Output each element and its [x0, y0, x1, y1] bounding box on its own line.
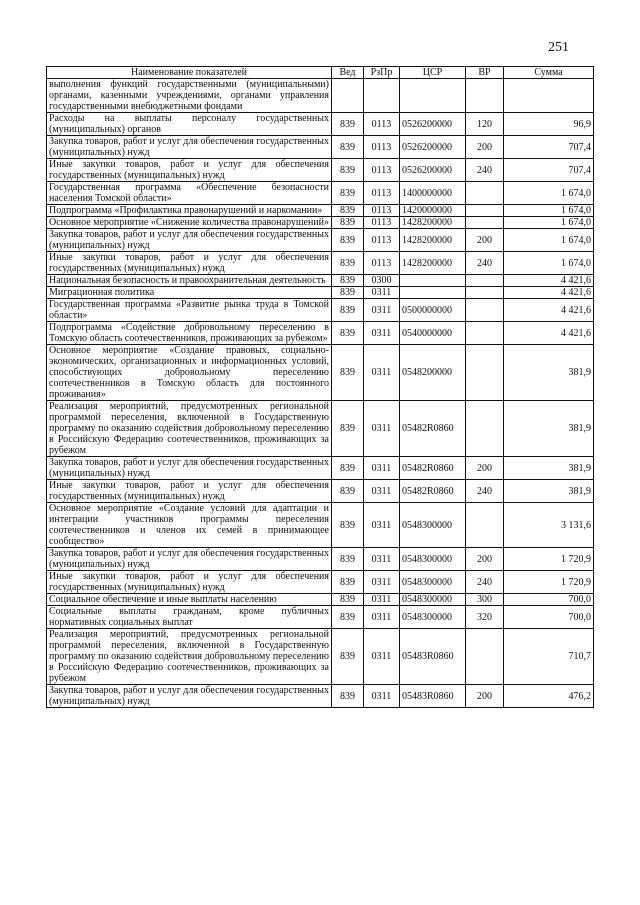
table-row	[47, 252, 594, 275]
cell-name: Реализация мероприятий, предусмотренных региональной программой переселения, включенной в Государственную программу по оказанию содействия добровольному переселению в Российскую Федерацию соотечественников, проживающих за рубежом	[47, 629, 332, 685]
cell-sum: 381,9	[504, 480, 594, 503]
cell-rzpr: 0300	[364, 275, 400, 287]
cell-vr: 240	[466, 571, 504, 594]
cell-sum: 381,9	[504, 457, 594, 480]
cell-sum: 476,2	[504, 685, 594, 708]
cell-vr: 240	[466, 480, 504, 503]
cell-ved: 839	[332, 548, 364, 571]
cell-ved: 839	[332, 217, 364, 229]
cell-name: Закупка товаров, работ и услуг для обеспечения государственных (муниципальных) нужд	[47, 457, 332, 480]
cell-ved: 839	[332, 480, 364, 503]
cell-ved: 839	[332, 275, 364, 287]
cell-csr: 05483R0860	[400, 685, 466, 708]
cell-rzpr: 0311	[364, 457, 400, 480]
cell-rzpr: 0311	[364, 594, 400, 606]
cell-vr: 200	[466, 229, 504, 252]
cell-rzpr: 0311	[364, 480, 400, 503]
cell-sum: 710,7	[504, 629, 594, 685]
cell-csr	[400, 275, 466, 287]
cell-ved: 839	[332, 685, 364, 708]
cell-vr	[466, 322, 504, 345]
table-row	[47, 182, 594, 205]
cell-name: Подпрограмма «Содействие добровольному переселению в Томскую область соотечественников, проживающих за рубежом»	[47, 322, 332, 345]
cell-rzpr: 0113	[364, 252, 400, 275]
cell-ved: 839	[332, 287, 364, 299]
cell-vr: 200	[466, 685, 504, 708]
cell-vr	[466, 287, 504, 299]
cell-name: Расходы на выплаты персоналу государственных (муниципальных) органов	[47, 113, 332, 136]
cell-rzpr: 0311	[364, 322, 400, 345]
cell-ved	[332, 79, 364, 113]
cell-csr: 05482R0860	[400, 457, 466, 480]
cell-csr: 1428200000	[400, 229, 466, 252]
cell-ved: 839	[332, 345, 364, 401]
cell-csr: 05483R0860	[400, 629, 466, 685]
budget-table	[46, 66, 594, 708]
cell-vr: 200	[466, 457, 504, 480]
table-header-row	[47, 67, 594, 79]
cell-name: Подпрограмма «Профилактика правонарушений и наркомании»	[47, 205, 332, 217]
cell-rzpr: 0311	[364, 629, 400, 685]
cell-name: Закупка товаров, работ и услуг для обеспечения государственных (муниципальных) нужд	[47, 685, 332, 708]
cell-name: Иные закупки товаров, работ и услуг для обеспечения государственных (муниципальных) нужд	[47, 480, 332, 503]
cell-name: Национальная безопасность и правоохранительная деятельность	[47, 275, 332, 287]
header-ved: Вед	[332, 67, 364, 79]
cell-name: Основное мероприятие «Создание условий для адаптации и интеграции участников программы переселения соотечественников и членов их семей в принимающее сообщество»	[47, 503, 332, 548]
header-csr: ЦСР	[400, 67, 466, 79]
cell-rzpr: 0113	[364, 159, 400, 182]
cell-rzpr: 0113	[364, 182, 400, 205]
cell-sum: 1 720,9	[504, 548, 594, 571]
cell-sum: 1 674,0	[504, 229, 594, 252]
table-row	[47, 205, 594, 217]
cell-rzpr: 0311	[364, 299, 400, 322]
cell-sum: 1 674,0	[504, 205, 594, 217]
page-number: 251	[548, 40, 569, 55]
cell-ved: 839	[332, 252, 364, 275]
cell-name: Основное мероприятие «Создание правовых, социально-экономических, организационных и информационных условий, способствующих добровольному переселению соотечественников в Томскую область для постоянного проживания»	[47, 345, 332, 401]
cell-vr: 320	[466, 606, 504, 629]
cell-sum	[504, 79, 594, 113]
table-row	[47, 113, 594, 136]
cell-sum: 96,9	[504, 113, 594, 136]
cell-ved: 839	[332, 113, 364, 136]
cell-ved: 839	[332, 229, 364, 252]
cell-rzpr: 0311	[364, 287, 400, 299]
cell-ved: 839	[332, 629, 364, 685]
cell-sum: 381,9	[504, 345, 594, 401]
cell-sum: 700,0	[504, 594, 594, 606]
cell-rzpr: 0113	[364, 229, 400, 252]
cell-name: Основное мероприятие «Снижение количества правонарушений»	[47, 217, 332, 229]
cell-name: Закупка товаров, работ и услуг для обеспечения государственных (муниципальных) нужд	[47, 548, 332, 571]
cell-csr: 1400000000	[400, 182, 466, 205]
cell-name: Иные закупки товаров, работ и услуг для обеспечения государственных (муниципальных) нужд	[47, 252, 332, 275]
cell-name: Социальные выплаты гражданам, кроме публичных нормативных социальных выплат	[47, 606, 332, 629]
header-name: Наименование показателей	[47, 67, 332, 79]
cell-ved: 839	[332, 401, 364, 457]
table-row	[47, 457, 594, 480]
cell-vr	[466, 275, 504, 287]
cell-vr: 200	[466, 136, 504, 159]
cell-vr	[466, 217, 504, 229]
cell-name: Социальное обеспечение и иные выплаты населению	[47, 594, 332, 606]
cell-csr: 1428200000	[400, 217, 466, 229]
cell-sum: 700,0	[504, 606, 594, 629]
cell-sum: 4 421,6	[504, 275, 594, 287]
cell-vr	[466, 299, 504, 322]
cell-ved: 839	[332, 594, 364, 606]
cell-name: Государственная программа «Обеспечение безопасности населения Томской области»	[47, 182, 332, 205]
cell-vr	[466, 345, 504, 401]
table-row	[47, 345, 594, 401]
header-rzpr: РзПр	[364, 67, 400, 79]
cell-csr: 0500000000	[400, 299, 466, 322]
cell-sum: 707,4	[504, 136, 594, 159]
cell-vr	[466, 503, 504, 548]
cell-rzpr: 0311	[364, 685, 400, 708]
cell-rzpr: 0311	[364, 503, 400, 548]
cell-ved: 839	[332, 571, 364, 594]
cell-csr: 1428200000	[400, 252, 466, 275]
cell-name: Миграционная политика	[47, 287, 332, 299]
cell-rzpr: 0311	[364, 606, 400, 629]
table-row	[47, 685, 594, 708]
cell-ved: 839	[332, 182, 364, 205]
cell-csr: 0548300000	[400, 594, 466, 606]
table-row	[47, 287, 594, 299]
cell-ved: 839	[332, 503, 364, 548]
cell-csr: 1420000000	[400, 205, 466, 217]
cell-ved: 839	[332, 205, 364, 217]
table-row	[47, 503, 594, 548]
table-row	[47, 275, 594, 287]
cell-vr: 240	[466, 252, 504, 275]
cell-csr: 05482R0860	[400, 401, 466, 457]
cell-rzpr: 0113	[364, 136, 400, 159]
cell-vr: 240	[466, 159, 504, 182]
table-row	[47, 229, 594, 252]
cell-csr: 0526200000	[400, 113, 466, 136]
cell-name: Закупка товаров, работ и услуг для обеспечения государственных (муниципальных) нужд	[47, 229, 332, 252]
cell-vr	[466, 205, 504, 217]
table-row	[47, 79, 594, 113]
cell-rzpr: 0311	[364, 345, 400, 401]
cell-csr: 0548300000	[400, 606, 466, 629]
cell-sum: 1 720,9	[504, 571, 594, 594]
cell-csr: 0548300000	[400, 571, 466, 594]
header-vr: ВР	[466, 67, 504, 79]
table-row	[47, 594, 594, 606]
table-row	[47, 629, 594, 685]
table-row	[47, 401, 594, 457]
cell-csr: 0548300000	[400, 503, 466, 548]
cell-name: Иные закупки товаров, работ и услуг для обеспечения государственных (муниципальных) нужд	[47, 571, 332, 594]
cell-vr	[466, 629, 504, 685]
table-row	[47, 548, 594, 571]
cell-ved: 839	[332, 606, 364, 629]
table-row	[47, 299, 594, 322]
cell-rzpr: 0113	[364, 113, 400, 136]
cell-ved: 839	[332, 457, 364, 480]
table-row	[47, 571, 594, 594]
header-sum: Сумма	[504, 67, 594, 79]
cell-name: выполнения функций государственными (муниципальными) органами, казенными учреждениями, органами управления государственными внебюджетными фондами	[47, 79, 332, 113]
cell-name: Иные закупки товаров, работ и услуг для обеспечения государственных (муниципальных) нужд	[47, 159, 332, 182]
cell-name: Закупка товаров, работ и услуг для обеспечения государственных (муниципальных) нужд	[47, 136, 332, 159]
cell-ved: 839	[332, 299, 364, 322]
cell-rzpr: 0311	[364, 401, 400, 457]
cell-csr: 0526200000	[400, 136, 466, 159]
cell-csr: 0526200000	[400, 159, 466, 182]
cell-vr: 200	[466, 548, 504, 571]
cell-sum: 4 421,6	[504, 299, 594, 322]
cell-vr: 300	[466, 594, 504, 606]
cell-rzpr: 0113	[364, 205, 400, 217]
cell-sum: 3 131,6	[504, 503, 594, 548]
cell-vr: 120	[466, 113, 504, 136]
table-row	[47, 159, 594, 182]
table-row	[47, 322, 594, 345]
cell-vr	[466, 401, 504, 457]
cell-name: Реализация мероприятий, предусмотренных региональной программой переселения, включенной в Государственную программу по оказанию содействия добровольному переселению в Российскую Федерацию соотечественников, проживающих за рубежом	[47, 401, 332, 457]
cell-sum: 1 674,0	[504, 252, 594, 275]
cell-rzpr	[364, 79, 400, 113]
cell-csr: 05482R0860	[400, 480, 466, 503]
cell-vr	[466, 182, 504, 205]
cell-ved: 839	[332, 136, 364, 159]
table-row	[47, 136, 594, 159]
cell-csr: 0548300000	[400, 548, 466, 571]
table-row	[47, 606, 594, 629]
cell-csr: 0540000000	[400, 322, 466, 345]
cell-csr: 0548200000	[400, 345, 466, 401]
cell-ved: 839	[332, 322, 364, 345]
cell-sum: 1 674,0	[504, 182, 594, 205]
cell-sum: 381,9	[504, 401, 594, 457]
cell-sum: 1 674,0	[504, 217, 594, 229]
cell-sum: 4 421,6	[504, 287, 594, 299]
cell-rzpr: 0311	[364, 548, 400, 571]
table-row	[47, 480, 594, 503]
cell-vr	[466, 79, 504, 113]
cell-rzpr: 0311	[364, 571, 400, 594]
table-row	[47, 217, 594, 229]
cell-csr	[400, 287, 466, 299]
cell-sum: 4 421,6	[504, 322, 594, 345]
cell-sum: 707,4	[504, 159, 594, 182]
cell-name: Государственная программа «Развитие рынка труда в Томской области»	[47, 299, 332, 322]
cell-rzpr: 0113	[364, 217, 400, 229]
cell-csr	[400, 79, 466, 113]
cell-ved: 839	[332, 159, 364, 182]
